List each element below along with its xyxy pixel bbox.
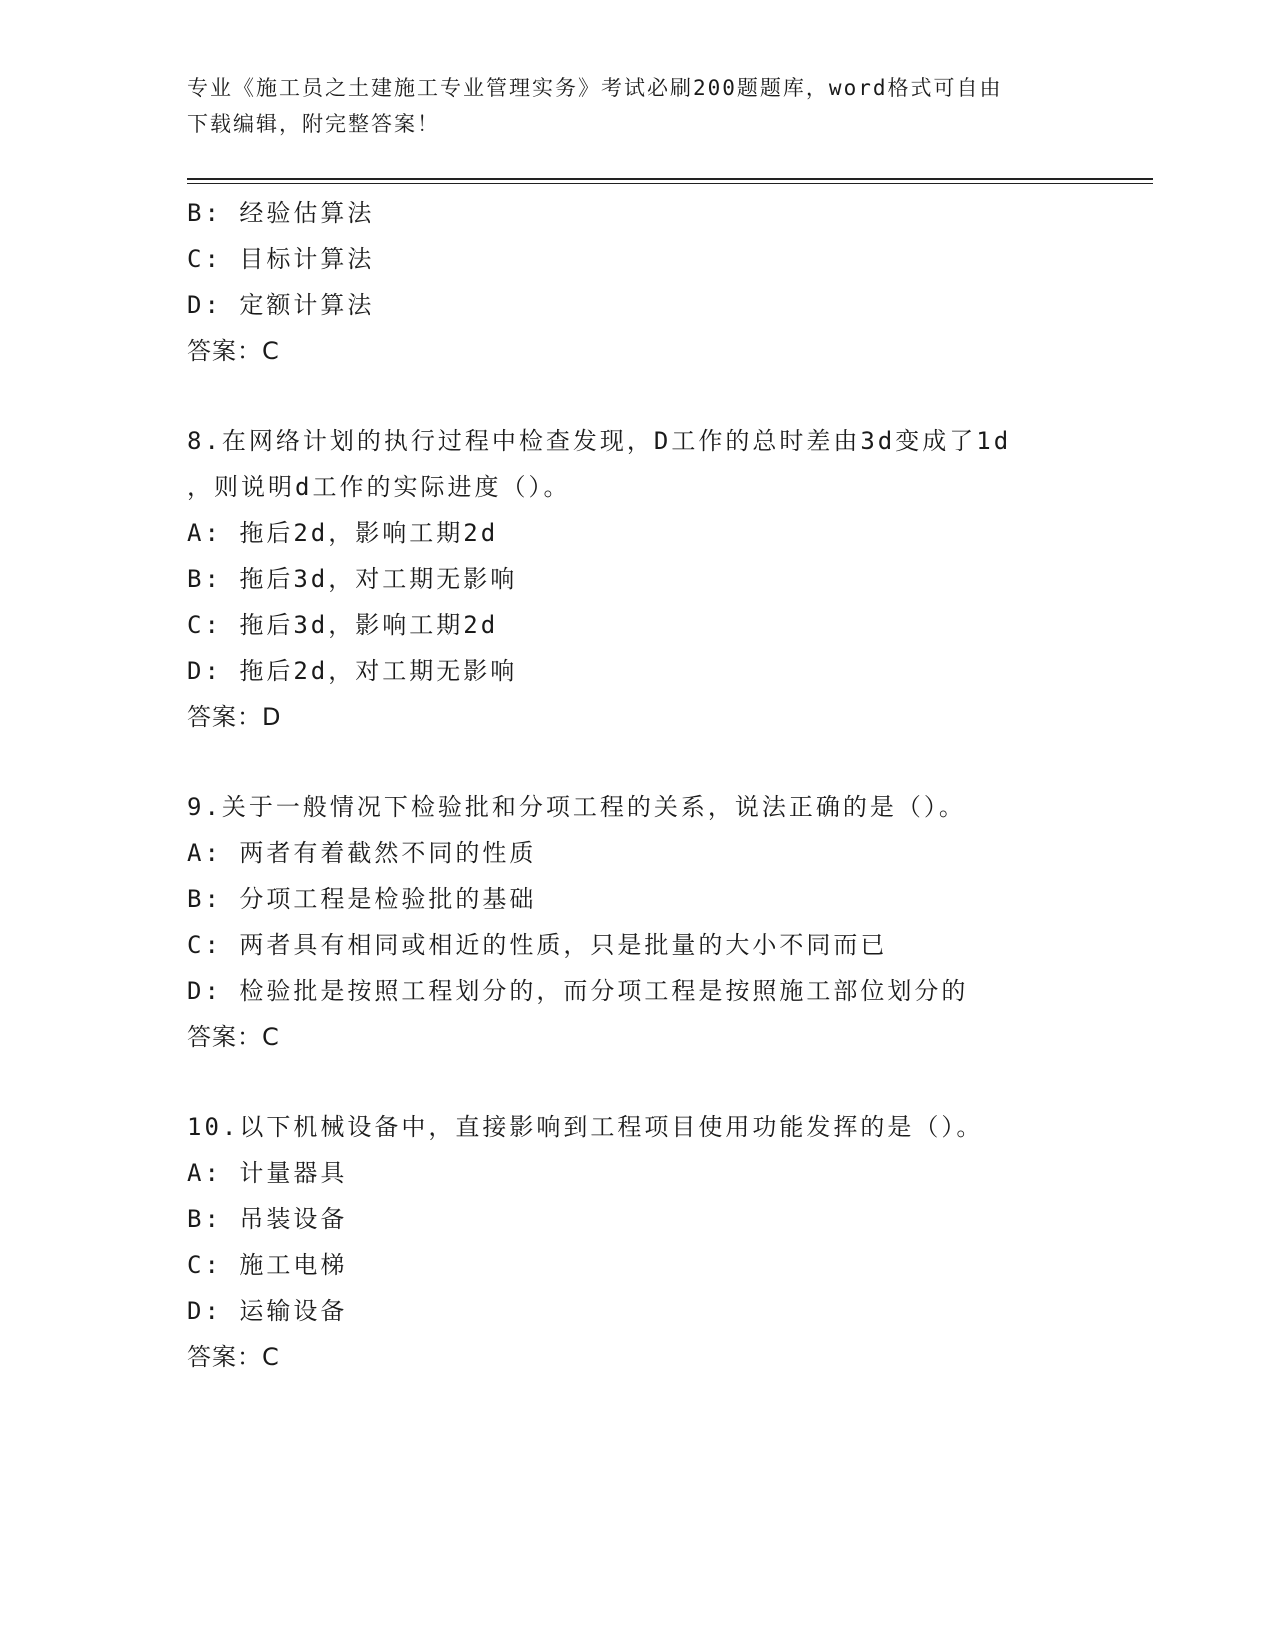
- option-d: D: 拖后2d，对工期无影响: [187, 657, 518, 685]
- question-stem: 9.关于一般情况下检验批和分项工程的关系，说法正确的是（）。: [187, 793, 966, 821]
- header-divider-thick: [187, 178, 1153, 180]
- option-d: D: 运输设备: [187, 1297, 348, 1325]
- document-header: [187, 70, 1087, 142]
- option-c: C: 两者具有相同或相近的性质，只是批量的大小不同而已: [187, 931, 888, 959]
- question-stem-continued: ，则说明d工作的实际进度（）。: [187, 473, 571, 501]
- option-a: A: 拖后2d，影响工期2d: [187, 519, 499, 547]
- option-b: B: 分项工程是检验批的基础: [187, 885, 537, 913]
- option-a: A: 计量器具: [187, 1159, 348, 1187]
- question-9: [187, 784, 1087, 1060]
- option-c: C: 目标计算法: [187, 245, 375, 273]
- header-line-1: 专业《施工员之土建施工专业管理实务》考试必刷200题题库，word格式可自由: [187, 76, 1003, 100]
- question-8: [187, 418, 1087, 740]
- question-stem: 10.以下机械设备中，直接影响到工程项目使用功能发挥的是（）。: [187, 1113, 984, 1141]
- option-b: B: 拖后3d，对工期无影响: [187, 565, 518, 593]
- option-c: C: 拖后3d，影响工期2d: [187, 611, 499, 639]
- option-a: A: 两者有着截然不同的性质: [187, 839, 537, 867]
- answer-line: 答案：D: [187, 703, 282, 731]
- answer-line: 答案：C: [187, 1343, 280, 1371]
- option-b: B: 经验估算法: [187, 199, 375, 227]
- question-list: [187, 190, 1087, 1380]
- header-line-2: 下载编辑，附完整答案！: [187, 112, 440, 136]
- answer-line: 答案：C: [187, 1023, 280, 1051]
- option-d: D: 定额计算法: [187, 291, 375, 319]
- carryover-question: [187, 190, 1087, 374]
- option-d: D: 检验批是按照工程划分的，而分项工程是按照施工部位划分的: [187, 977, 969, 1005]
- answer-line: 答案：C: [187, 337, 280, 365]
- header-divider-thin: [187, 183, 1153, 184]
- question-10: [187, 1104, 1087, 1380]
- option-b: B: 吊装设备: [187, 1205, 348, 1233]
- question-stem: 8.在网络计划的执行过程中检查发现，D工作的总时差由3d变成了1d: [187, 427, 1012, 455]
- option-c: C: 施工电梯: [187, 1251, 348, 1279]
